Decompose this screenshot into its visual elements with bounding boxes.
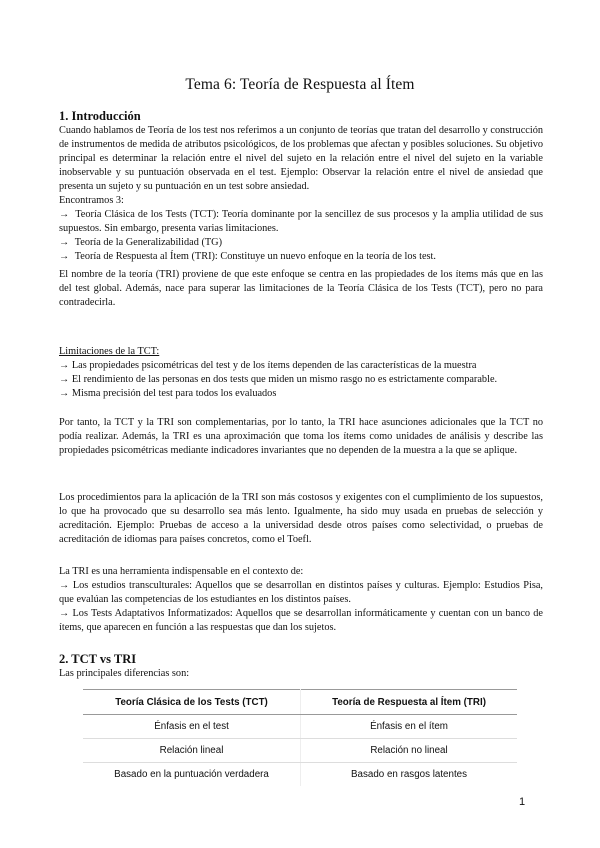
limitations-block bbox=[59, 345, 543, 401]
herramienta-block bbox=[59, 565, 543, 635]
encontramos-text: Encontramos 3: bbox=[59, 195, 124, 206]
arrow-icon: → bbox=[59, 388, 70, 399]
limitations-title: Limitaciones de la TCT: bbox=[59, 346, 160, 357]
table-cell: Relación lineal bbox=[83, 739, 301, 763]
table-row bbox=[83, 763, 517, 787]
theory-item bbox=[59, 208, 543, 236]
table-cell: Basado en rasgos latentes bbox=[351, 769, 468, 780]
arrow-icon: → bbox=[59, 237, 70, 248]
limitation-item bbox=[59, 359, 543, 373]
limitation-text: Las propiedades psicométricas del test y de los ítems dependen de las características de la muestra bbox=[71, 360, 477, 371]
page-number: 1 bbox=[519, 796, 526, 808]
section-1-body bbox=[59, 124, 543, 264]
limitation-text: Misma precisión del test para todos los evaluados bbox=[71, 388, 277, 399]
arrow-icon: → bbox=[59, 251, 70, 262]
table-cell: Énfasis en el test bbox=[83, 715, 301, 739]
context-text: Los estudios transculturales: Aquellos que se desarrollan en distintos países y culturas. Ejemplo: Estudios Pisa, que evalúan las competencias de los estudiantes en los distintos países. bbox=[59, 580, 544, 605]
section-2-intro: Las principales diferencias son: bbox=[59, 668, 190, 679]
limitation-item bbox=[59, 387, 543, 401]
context-item bbox=[59, 579, 543, 607]
arrow-icon: → bbox=[59, 374, 70, 385]
context-text: Los Tests Adaptativos Informatizados: Aquellos que se desarrollan informáticamente y cuentan con un banco de ítems, que aparecen en función a las respuestas que dan los sujetos. bbox=[59, 608, 543, 633]
theory-item-text: Teoría de la Generalizabilidad (TG) bbox=[74, 237, 223, 248]
arrow-icon: → bbox=[59, 580, 70, 591]
limitation-text: El rendimiento de las personas en dos tests que miden un mismo rasgo no es estrictamente comparable. bbox=[71, 374, 498, 385]
arrow-icon: → bbox=[59, 608, 70, 619]
section-2-heading: 2. TCT vs TRI bbox=[59, 652, 137, 666]
context-item bbox=[59, 607, 543, 635]
table-row bbox=[83, 739, 517, 763]
theory-item-text: Teoría Clásica de los Tests (TCT): Teoría dominante por la sencillez de sus procesos y la amplia utilidad de sus supuestos. Sin embargo, presenta varias limitaciones. bbox=[59, 209, 543, 234]
table-row bbox=[83, 715, 517, 739]
page-title: Tema 6: Teoría de Respuesta al Ítem bbox=[185, 76, 415, 93]
section-1-heading: 1. Introducción bbox=[59, 109, 141, 123]
table-cell: Basado en la puntuación verdadera bbox=[83, 763, 301, 787]
table-header-tri: Teoría de Respuesta al Ítem (TRI) bbox=[301, 690, 517, 715]
theory-item bbox=[59, 236, 543, 250]
arrow-icon: → bbox=[59, 360, 70, 371]
intro-paragraph: Cuando hablamos de Teoría de los test nos referimos a un conjunto de teorías que tratan del desarrollo y construcción de instrumentos de medida de atributos psicológicos, de los problemas que afectan y posibles soluciones. Su objetivo principal es determinar la relación entre el nivel del sujeto en la relación entre el nivel del sujeto en la variable inobservable y su puntuación observada en el test. Ejemplo: Observar la relación entre el nivel de ansiedad que presenta un sujeto y su puntuación en un test sobre ansiedad. bbox=[59, 125, 543, 192]
table-header-row bbox=[83, 690, 517, 715]
comparison-table bbox=[83, 689, 517, 786]
table-cell: Relación no lineal bbox=[301, 739, 517, 763]
procedimientos-paragraph: Los procedimientos para la aplicación de la TRI son más costosos y exigentes con el cumplimiento de los supuestos, lo que ha provocado que su desarrollo sea más lento. Igualmente, ha sido muy usada en pruebas de selección y acreditación. Ejemplo: Pruebas de acceso a la universidad desde otros países como selectividad, o pruebas de acreditación de idiomas para países concretos, como el Toefl. bbox=[59, 492, 543, 545]
tri-name-paragraph: El nombre de la teoría (TRI) proviene de que este enfoque se centra en las propiedades de los ítems más que en las del test global. Además, nace para superar las limitaciones de la Teoría Clásica de los Tests (TCT), pero no para contradecirla. bbox=[59, 269, 543, 308]
table-header-tct: Teoría Clásica de los Tests (TCT) bbox=[83, 690, 301, 715]
limitation-item bbox=[59, 373, 543, 387]
complementarias-paragraph: Por tanto, la TCT y la TRI son complementarias, por lo tanto, la TRI hace asunciones adicionales que la TCT no podía realizar. Además, la TRI es una aproximación que toma los ítems como unidades de análisis y describe las propiedades psicométricas mediante indicadores invariantes que no dependen de la muestra a la que se aplique. bbox=[59, 417, 543, 456]
theory-item bbox=[59, 250, 543, 264]
table-cell: Énfasis en el ítem bbox=[301, 715, 517, 739]
theory-item-text: Teoría de Respuesta al Ítem (TRI): Constituye un nuevo enfoque en la teoría de los test. bbox=[74, 251, 436, 262]
arrow-icon: → bbox=[59, 209, 70, 220]
herramienta-text: La TRI es una herramienta indispensable en el contexto de: bbox=[59, 566, 304, 577]
